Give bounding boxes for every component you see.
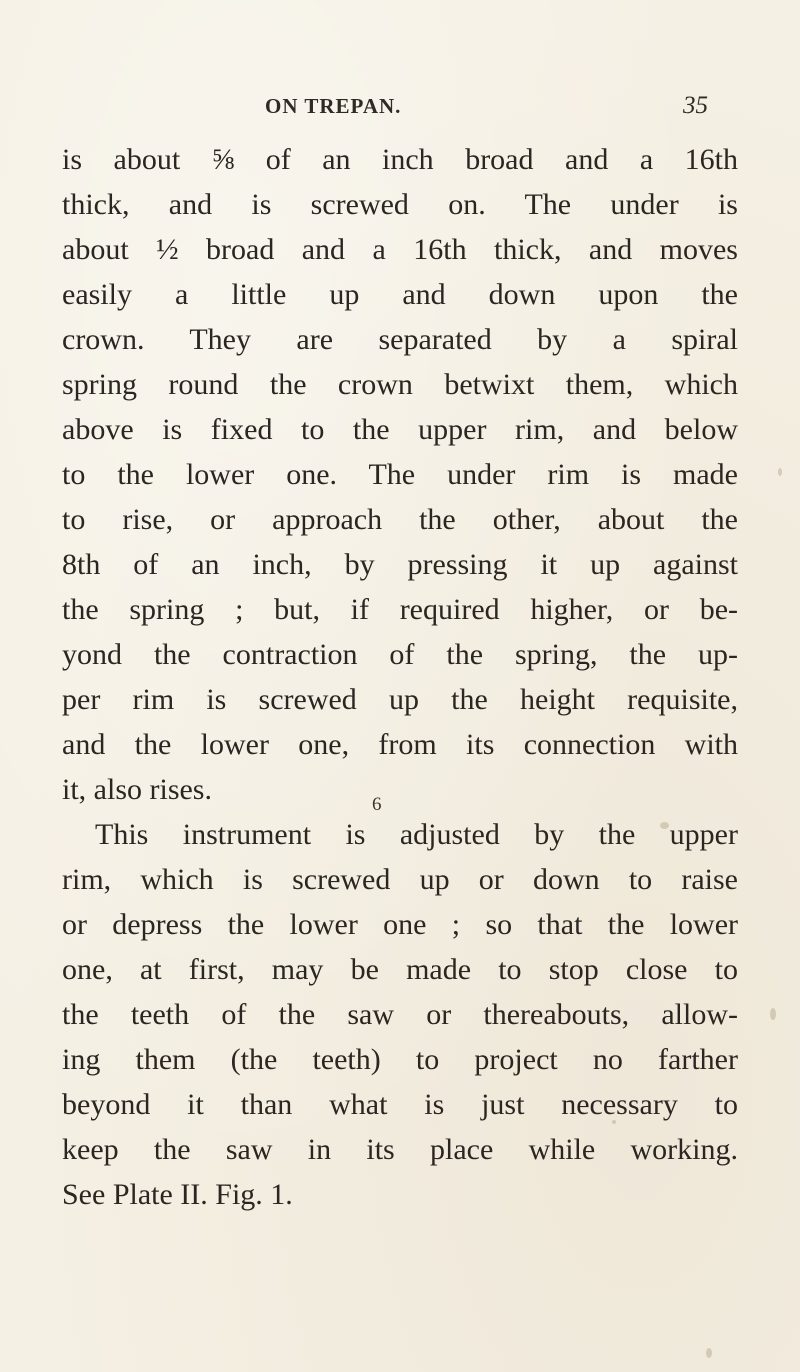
text-line: ing them (the teeth) to project no farther	[62, 1043, 738, 1076]
text-line: to the lower one. The under rim is made	[62, 458, 738, 491]
paper-spot	[660, 822, 669, 829]
text-line: keep the saw in its place while working.	[62, 1133, 738, 1166]
text-line: beyond it than what is just necessary to	[62, 1088, 738, 1121]
paper-spot	[612, 1120, 616, 1124]
paper-spot	[770, 1008, 776, 1020]
text-line: thick, and is screwed on. The under is	[62, 188, 738, 221]
text-line: yond the contraction of the spring, the up-	[62, 638, 738, 671]
text-line: or depress the lower one ; so that the lower	[62, 908, 738, 941]
paper-spot	[778, 468, 782, 476]
page-number: 35	[683, 92, 708, 119]
text-line: above is fixed to the upper rim, and below	[62, 413, 738, 446]
text-line: to rise, or approach the other, about the	[62, 503, 738, 536]
text-line: is about ⅝ of an inch broad and a 16th	[62, 143, 738, 176]
text-line: it, also rises.	[62, 773, 212, 806]
text-line: 8th of an inch, by pressing it up against	[62, 548, 738, 581]
body-text	[62, 137, 738, 1217]
paper-spot	[706, 1348, 712, 1358]
text-line: about ½ broad and a 16th thick, and moves	[62, 233, 738, 266]
text-line: the teeth of the saw or thereabouts, allow-	[62, 998, 738, 1031]
text-line: per rim is screwed up the height requisite,	[62, 683, 738, 716]
signature-mark: 6	[372, 794, 382, 815]
running-title: ON TREPAN.	[265, 94, 402, 118]
text-line: and the lower one, from its connection with	[62, 728, 738, 761]
text-line: This instrument is adjusted by the upper	[95, 818, 738, 851]
text-line: one, at first, may be made to stop close to	[62, 953, 738, 986]
text-line: easily a little up and down upon the	[62, 278, 738, 311]
text-line: crown. They are separated by a spiral	[62, 323, 738, 356]
text-line: the spring ; but, if required higher, or be-	[62, 593, 738, 626]
text-line: spring round the crown betwixt them, which	[62, 368, 738, 401]
text-line: rim, which is screwed up or down to raise	[62, 863, 738, 896]
running-head	[0, 94, 800, 124]
text-line: See Plate II. Fig. 1.	[62, 1178, 293, 1211]
